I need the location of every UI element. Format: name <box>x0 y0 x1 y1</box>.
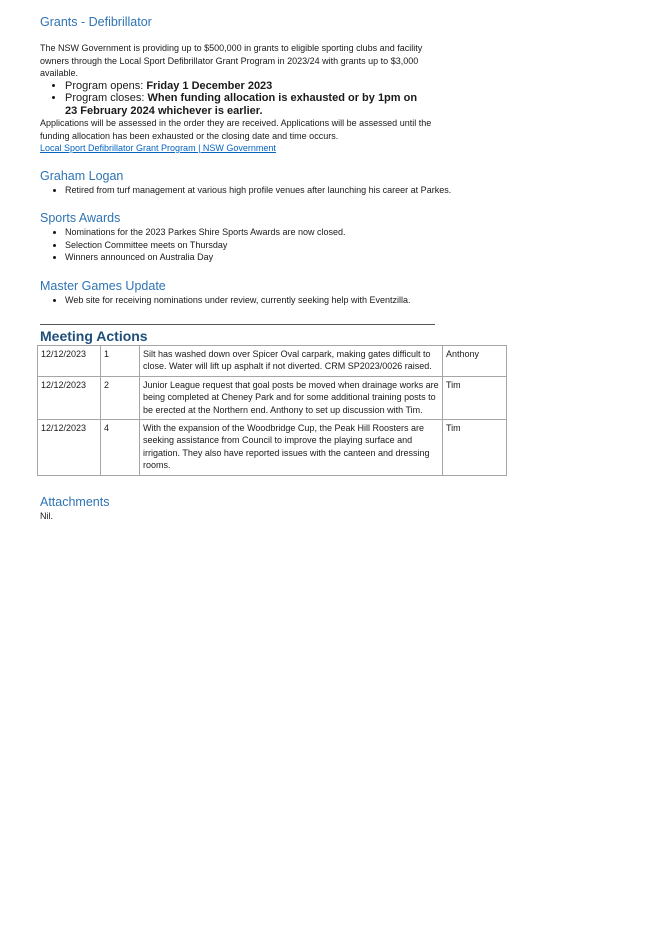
program-opens-value: Friday 1 December 2023 <box>146 79 273 92</box>
row-number: 2 <box>101 376 140 419</box>
program-opens-label: Program opens: <box>65 79 147 92</box>
row-owner: Tim <box>443 420 507 476</box>
list-item: • Retired from turf management at various high profile venues after launching his career at Parkes. <box>65 184 455 197</box>
grants-dates-list <box>40 80 510 118</box>
actions-table <box>37 345 507 476</box>
row-number: 1 <box>101 346 140 377</box>
attachments-text: Nil. <box>40 510 53 521</box>
graham-list <box>40 184 455 197</box>
program-closes-value: When funding allocation is exhausted or by 1pm on 23 February 2024 whichever is earlier. <box>65 92 418 117</box>
table-row <box>38 376 507 419</box>
table-row <box>38 346 507 377</box>
grant-program-link[interactable]: Local Sport Defibrillator Grant Program | NSW Government <box>40 143 276 153</box>
row-date: 12/12/2023 <box>38 376 101 419</box>
program-closes-label: Program closes: <box>65 92 148 104</box>
document-page <box>40 0 510 522</box>
grants-assessment: Applications will be assessed in the order they are received. Applications will be assessed until the funding allocation has been exhausted or the closing date and time occurs. <box>40 118 432 141</box>
list-item: • Selection Committee meets on Thursday <box>65 239 510 252</box>
row-number: 4 <box>101 420 140 476</box>
row-description: With the expansion of the Woodbridge Cup, the Peak Hill Roosters are seeking assistance from Council to improve the playing surface and irrigation. They also have reported issues with the canteen and dressing rooms. <box>140 420 443 476</box>
awards-heading: Sports Awards <box>40 211 121 225</box>
list-item: • Web site for receiving nominations under review, currently seeking help with Eventzilla. <box>65 294 510 307</box>
program-closes-item <box>65 92 425 117</box>
master-heading: Master Games Update <box>40 278 166 293</box>
program-opens-item <box>65 80 510 93</box>
list-item: • Nominations for the 2023 Parkes Shire Sports Awards are now closed. <box>65 226 510 239</box>
list-item: • Winners announced on Australia Day <box>65 251 510 264</box>
table-row <box>38 420 507 476</box>
row-description: Silt has washed down over Spicer Oval carpark, making gates difficult to close. Water will lift up asphalt if not diverted. CRM SP2023/0026 raised. <box>140 346 443 377</box>
graham-heading: Graham Logan <box>40 168 124 183</box>
row-date: 12/12/2023 <box>38 420 101 476</box>
row-date: 12/12/2023 <box>38 346 101 377</box>
row-owner: Anthony <box>443 346 507 377</box>
actions-heading: Meeting Actions <box>40 328 148 344</box>
master-list <box>40 294 510 307</box>
awards-list <box>40 226 510 264</box>
grants-intro: The NSW Government is providing up to $500,000 in grants to eligible sporting clubs and facility owners through the Local Sport Defibrillator Grant Program in 2023/24 with grants up to $3,000 available. <box>40 43 423 78</box>
grants-heading: Grants - Defibrillator <box>40 15 152 29</box>
attachments-heading: Attachments <box>40 494 110 509</box>
row-description: Junior League request that goal posts be moved when drainage works are being completed at Cheney Park and for some additional training posts to be erected at the Northern end. Anthony to set up discussion with Tim. <box>140 376 443 419</box>
row-owner: Tim <box>443 376 507 419</box>
